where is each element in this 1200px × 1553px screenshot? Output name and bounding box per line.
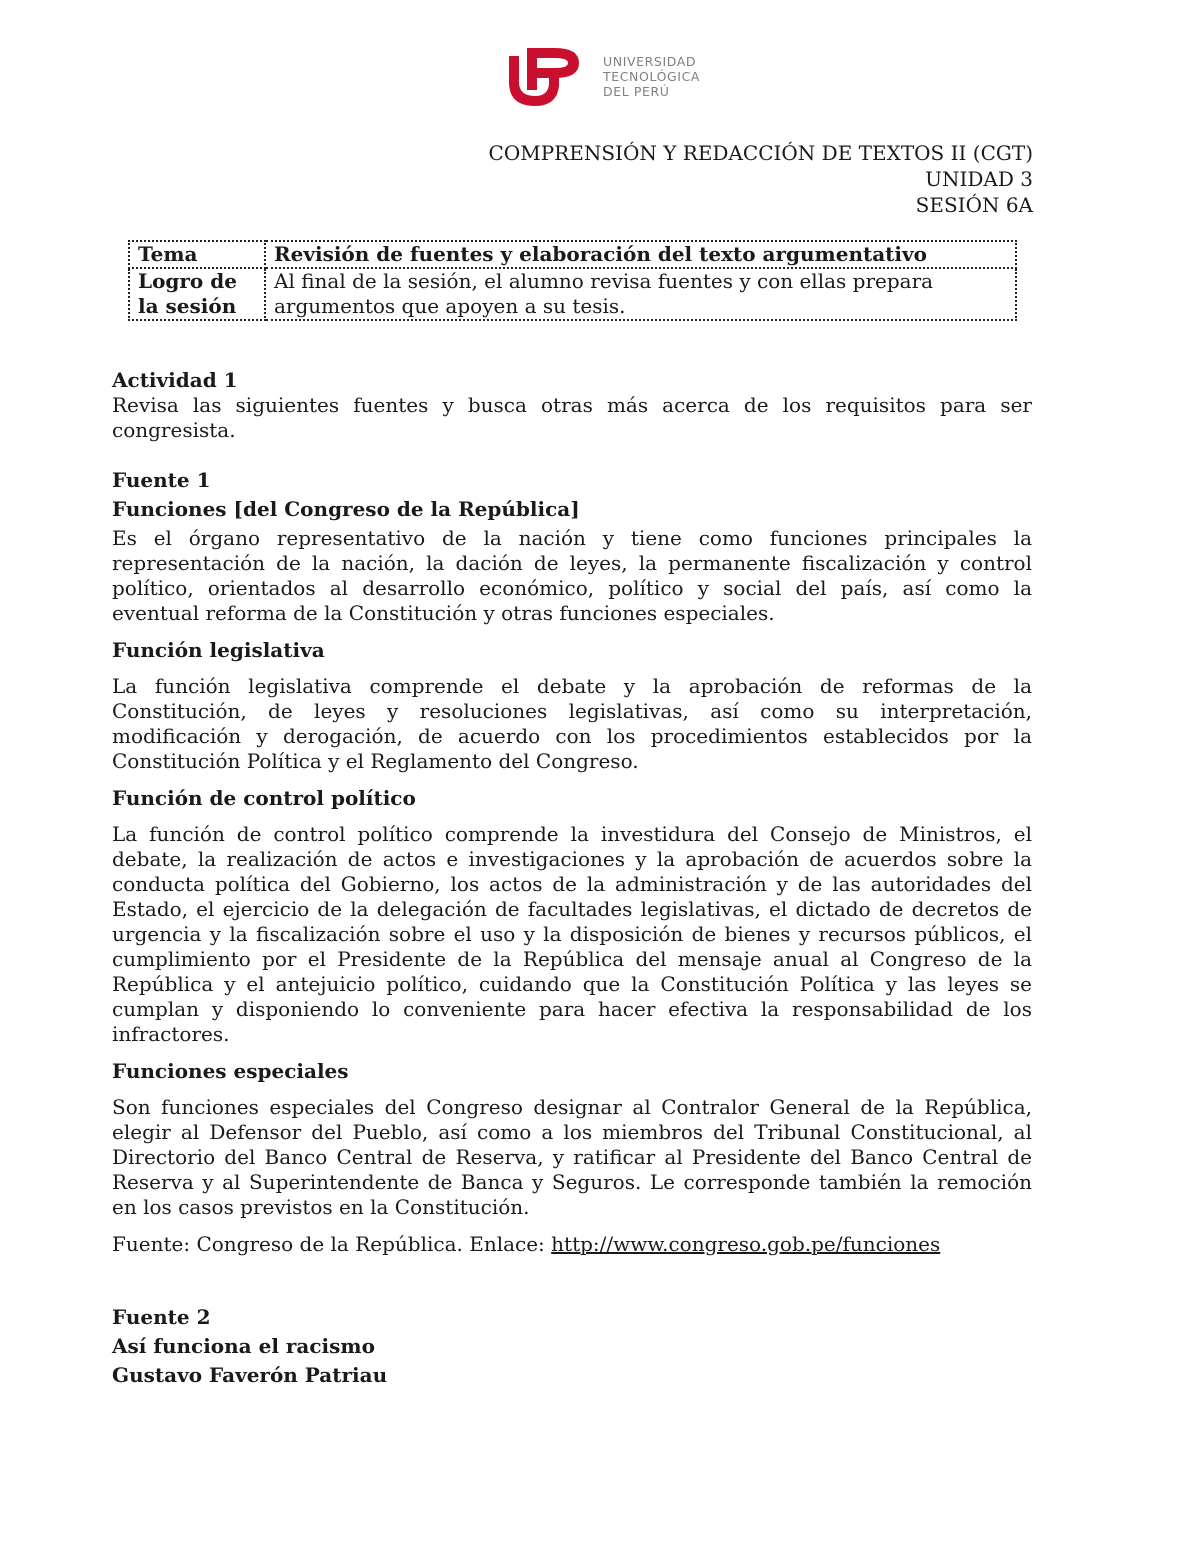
session-label: SESIÓN 6A — [915, 193, 1033, 217]
fuente2-author: Gustavo Faverón Patriau — [112, 1363, 388, 1387]
document-body — [112, 368, 1032, 1388]
especiales-text: Son funciones especiales del Congreso designar al Contralor General de la República, elegir al Defensor del Pueblo, así como a los miembros del Tribunal Constitucional, al Directorio del Banco Central de Reserva, y ratificar al Presidente del Banco Central de Reserva y al Superintendente de Banca y Seguros. Le corresponde también la remoción en los casos previstos en la Constitución. — [112, 1095, 1032, 1219]
control-text: La función de control político comprende la investidura del Consejo de Ministros, el debate, la realización de actos e investigaciones y la aprobación de acuerdos sobre la conducta política del Gobierno, los actos de la administración y de las autoridades del Estado, el ejercicio de la delegación de facultades legislativas, el dictado de decretos de urgencia y la fiscalización sobre el uso y la disposición de bienes y recursos públicos, el cumplimiento por el Presidente de la República del mensaje anual al Congreso de la República y el antejuicio político, cuidando que la Constitución Política y las leyes se cumplan y disponiendo lo conveniente para hacer efectiva la responsabilidad de los infractores. — [112, 822, 1032, 1046]
legislativa-title: Función legislativa — [112, 638, 325, 662]
fuente1-label: Fuente 1 — [112, 468, 211, 492]
tema-label: Tema — [129, 241, 265, 268]
fuente2-title: Así funciona el racismo — [112, 1334, 375, 1358]
especiales-title: Funciones especiales — [112, 1059, 349, 1083]
logo-line-1: UNIVERSIDAD — [603, 54, 697, 69]
utp-logo-icon — [505, 42, 585, 110]
logo-line-2: TECNOLÓGICA — [603, 69, 701, 84]
control-title: Función de control político — [112, 786, 416, 810]
source-prefix: Fuente: Congreso de la República. Enlace: — [112, 1232, 552, 1256]
unit-label: UNIDAD 3 — [925, 167, 1033, 191]
document-header — [489, 140, 1033, 218]
legislativa-text: La función legislativa comprende el debate y la aprobación de reformas de la Constitución, de leyes y resoluciones legislativas, así como su interpretación, modificación y derogación, de acuerdo con los procedimientos establecidos por la Constitución Política y el Reglamento del Congreso. — [112, 674, 1032, 773]
actividad-title: Actividad 1 — [112, 368, 238, 392]
actividad-text: Revisa las siguientes fuentes y busca otras más acerca de los requisitos para ser congresista. — [112, 393, 1032, 442]
session-info-table — [128, 240, 1017, 321]
fuente1-intro: Es el órgano representativo de la nación y tiene como funciones principales la representación de la nación, la dación de leyes, la permanente fiscalización y control político, orientados al desarrollo económico, político y social del país, así como la eventual reforma de la Constitución y otras funciones especiales. — [112, 526, 1032, 625]
logro-label: Logro de la sesión — [129, 268, 265, 320]
table-row — [129, 241, 1016, 268]
tema-value: Revisión de fuentes y elaboración del texto argumentativo — [265, 241, 1016, 268]
fuente2-label: Fuente 2 — [112, 1305, 211, 1329]
course-title: COMPRENSIÓN Y REDACCIÓN DE TEXTOS II (CGT) — [488, 141, 1033, 165]
utp-logo — [505, 42, 715, 110]
fuente1-source — [112, 1232, 1032, 1257]
logro-value: Al final de la sesión, el alumno revisa fuentes y con ellas prepara argumentos que apoyen a su tesis. — [265, 268, 1016, 320]
source-link[interactable]: http://www.congreso.gob.pe/funciones — [551, 1232, 941, 1256]
table-row — [129, 268, 1016, 320]
fuente1-heading: Funciones [del Congreso de la República] — [112, 497, 580, 521]
logo-line-3: DEL PERÚ — [603, 84, 670, 99]
